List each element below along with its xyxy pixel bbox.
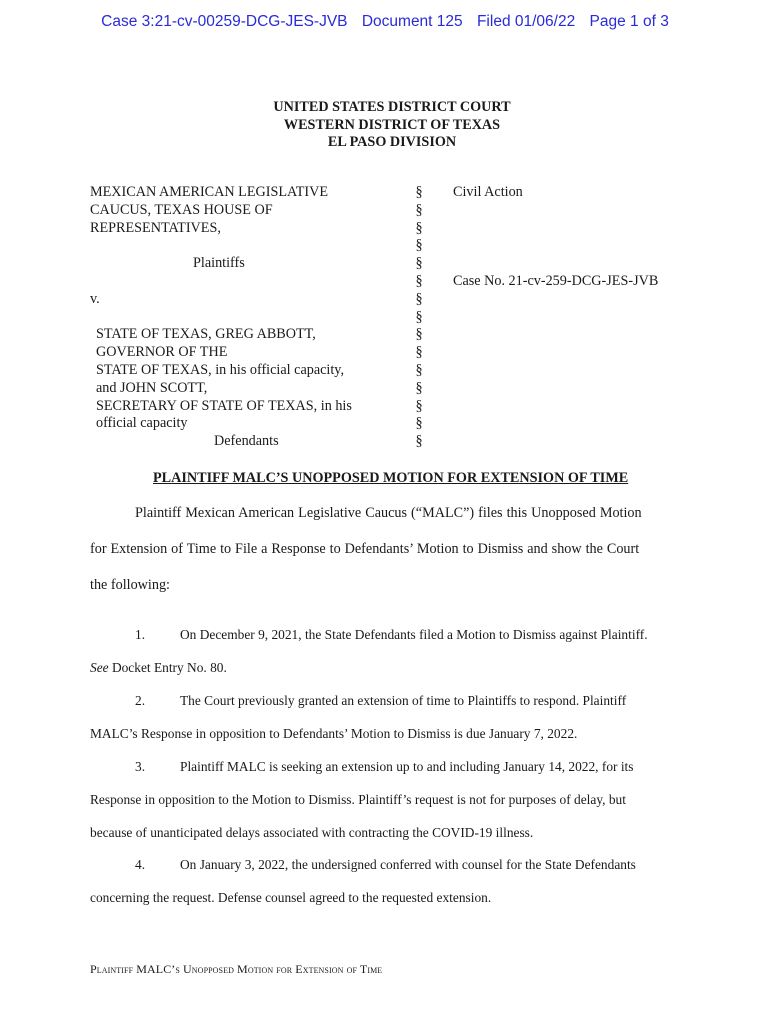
paragraph-number: 1. [135, 627, 146, 642]
defendant-name-line: GOVERNOR OF THE [96, 344, 228, 361]
court-name: UNITED STATES DISTRICT COURT [273, 99, 511, 115]
plaintiff-name-line: REPRESENTATIVES, [90, 219, 221, 236]
section-symbol: § [415, 379, 423, 396]
motion-title: PLAINTIFF MALC’S UNOPPOSED MOTION FOR EXTENSION OF TIME [153, 470, 629, 486]
stamp-filed-date: Filed 01/06/22 [476, 13, 576, 30]
court-heading [0, 99, 770, 152]
intro-line: for Extension of Time to File a Response to Defendants’ Motion to Dismiss and show the Court [90, 541, 640, 557]
paragraph-number: 3. [135, 759, 146, 774]
paragraph-text: Plaintiff MALC is seeking an extension up to and including January 14, 2022, for its [180, 759, 634, 774]
stamp-page-count: Page 1 of 3 [589, 13, 669, 30]
paragraph-text: Docket Entry No. 80. [108, 660, 227, 675]
paragraph-text: because of unanticipated delays associated with contracting the COVID-19 illness. [90, 825, 534, 840]
italic-see: See [90, 660, 109, 675]
section-symbol: § [415, 415, 423, 432]
paragraph-number: 2. [135, 693, 146, 708]
versus-label: v. [90, 290, 100, 307]
paragraph-text: The Court previously granted an extension of time to Plaintiffs to respond. Plaintiff [180, 693, 627, 708]
plaintiffs-label: Plaintiffs [193, 255, 245, 272]
intro-line: Plaintiff Mexican American Legislative Caucus (“MALC”) files this Unopposed Motion [135, 505, 642, 521]
plaintiff-name-line: CAUCUS, TEXAS HOUSE OF [90, 201, 273, 218]
paragraph-text: concerning the request. Defense counsel agreed to the requested extension. [90, 890, 492, 905]
section-symbol-column [413, 184, 425, 451]
paragraph-text: Response in opposition to the Motion to Dismiss. Plaintiff’s request is not for purposes of delay, but [90, 792, 626, 807]
page-footer: Plaintiff MALC’s Unopposed Motion for Extension of Time [90, 962, 383, 976]
numbered-paragraph-line [90, 627, 682, 643]
numbered-paragraph-line [90, 660, 682, 676]
section-symbol: § [415, 433, 423, 450]
defendant-name-line: and JOHN SCOTT, [96, 379, 208, 396]
section-symbol: § [415, 272, 423, 289]
section-symbol: § [415, 344, 423, 361]
court-district: WESTERN DISTRICT OF TEXAS [283, 116, 501, 133]
court-division: EL PASO DIVISION [327, 134, 457, 150]
numbered-paragraph-line [90, 857, 682, 873]
section-symbol: § [415, 308, 423, 325]
section-symbol: § [415, 397, 423, 414]
paragraph-text: On December 9, 2021, the State Defendants filed a Motion to Dismiss against Plaintiff. [180, 627, 648, 642]
section-symbol: § [415, 255, 423, 272]
section-symbol: § [415, 219, 423, 236]
numbered-paragraph-line [90, 693, 682, 709]
defendant-name-line: SECRETARY OF STATE OF TEXAS, in his [96, 397, 352, 414]
numbered-paragraph-line [90, 759, 682, 775]
section-symbol: § [415, 290, 423, 307]
defendant-name-line: STATE OF TEXAS, GREG ABBOTT, [96, 326, 316, 343]
ecf-header-stamp [0, 13, 770, 31]
stamp-document-number: Document 125 [361, 13, 463, 30]
civil-action-label: Civil Action [453, 184, 523, 200]
intro-line: the following: [90, 577, 170, 593]
defendants-label: Defendants [214, 433, 279, 450]
case-number-label: Case No. 21-cv-259-DCG-JES-JVB [453, 273, 659, 289]
paragraph-number: 4. [135, 857, 146, 872]
section-symbol: § [415, 201, 423, 218]
section-symbol: § [415, 237, 423, 254]
plaintiff-name-line: MEXICAN AMERICAN LEGISLATIVE [90, 184, 329, 200]
defendant-name-line: official capacity [96, 415, 188, 432]
stamp-case-number: Case 3:21-cv-00259-DCG-JES-JVB [101, 13, 348, 30]
section-symbol: § [415, 361, 423, 378]
paragraph-text: MALC’s Response in opposition to Defendants’ Motion to Dismiss is due January 7, 2022. [90, 726, 578, 741]
section-symbol: § [415, 326, 423, 343]
section-symbol: § [415, 184, 423, 200]
defendant-name-line: STATE OF TEXAS, in his official capacity, [96, 361, 345, 378]
paragraph-text: On January 3, 2022, the undersigned conferred with counsel for the State Defendants [180, 857, 636, 872]
case-caption-parties [90, 184, 400, 451]
